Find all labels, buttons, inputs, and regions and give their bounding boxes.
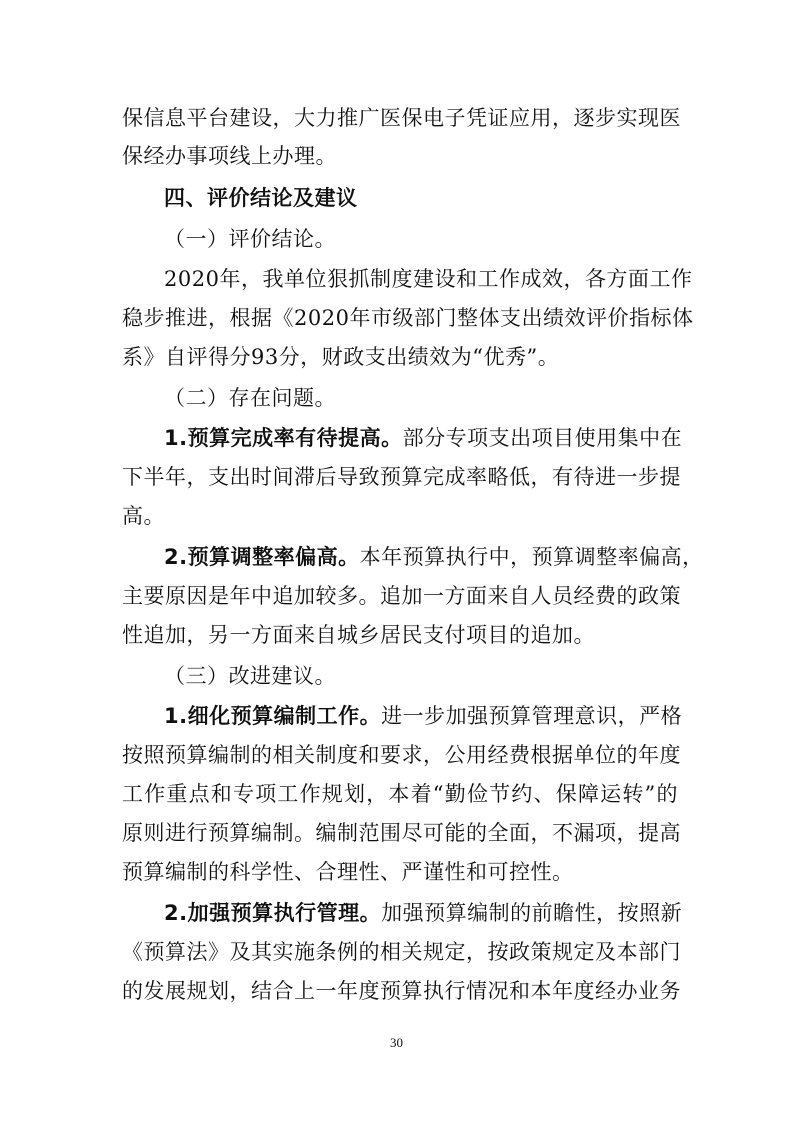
paragraph-line: 主要原因是年中追加较多。追加一方面来自人员经费的政策 bbox=[122, 584, 681, 608]
line-text: 部分专项支出项目使用集中在 bbox=[402, 426, 683, 450]
paragraph-line bbox=[164, 423, 683, 453]
paragraph-line: 2020年，我单位狠抓制度建设和工作成效，各方面工作 bbox=[164, 267, 693, 291]
bold-lead: 2.加强预算执行管理。 bbox=[164, 901, 382, 925]
paragraph-line: 原则进行预算编制。编制范围尽可能的全面，不漏项，提高 bbox=[122, 821, 681, 845]
bold-lead: 1.预算完成率有待提高。 bbox=[164, 426, 403, 450]
line-text: 本年预算执行中，预算调整率偏高， bbox=[359, 545, 704, 569]
line-text: 加强预算编制的前瞻性，按照新 bbox=[381, 901, 683, 925]
bold-lead: 1.细化预算编制工作。 bbox=[164, 704, 382, 728]
paragraph-line bbox=[164, 701, 683, 731]
paragraph-line: 预算编制的科学性、合理性、严谨性和可控性。 bbox=[122, 860, 574, 884]
paragraph-line: 保经办事项线上办理。 bbox=[122, 144, 337, 168]
subsection-heading: （三）改进建议。 bbox=[164, 664, 336, 688]
paragraph-line: 的发展规划，结合上一年度预算执行情况和本年度经办业务 bbox=[122, 979, 681, 1003]
paragraph-line: 性追加，另一方面来自城乡居民支付项目的追加。 bbox=[122, 623, 595, 647]
paragraph-line: 保信息平台建设，大力推广医保电子凭证应用，逐步实现医 bbox=[122, 106, 681, 130]
paragraph-line bbox=[164, 542, 704, 572]
paragraph-line: 系》自评得分93分，财政支出绩效为“优秀”。 bbox=[122, 345, 560, 369]
paragraph-line: 《预算法》及其实施条例的相关规定，按政策规定及本部门 bbox=[122, 940, 681, 964]
line-text: 进一步加强预算管理意识，严格 bbox=[381, 704, 683, 728]
section-heading: 四、评价结论及建议 bbox=[164, 186, 358, 210]
bold-lead: 2.预算调整率偏高。 bbox=[164, 545, 360, 569]
paragraph-line bbox=[164, 898, 683, 928]
paragraph-line: 稳步推进，根据《2020年市级部门整体支出绩效评价指标体 bbox=[122, 306, 694, 330]
page-number: 30 bbox=[390, 1035, 403, 1050]
paragraph-line: 下半年，支出时间滞后导致预算完成率略低，有待进一步提 bbox=[122, 465, 681, 489]
paragraph-line: 高。 bbox=[122, 504, 165, 528]
subsection-heading: （一）评价结论。 bbox=[164, 227, 336, 251]
paragraph-line: 按照预算编制的相关制度和要求，公用经费根据单位的年度 bbox=[122, 743, 681, 767]
subsection-heading: （二）存在问题。 bbox=[164, 386, 336, 410]
paragraph-line: 工作重点和专项工作规划，本着“勤俭节约、保障运转”的 bbox=[122, 782, 678, 806]
